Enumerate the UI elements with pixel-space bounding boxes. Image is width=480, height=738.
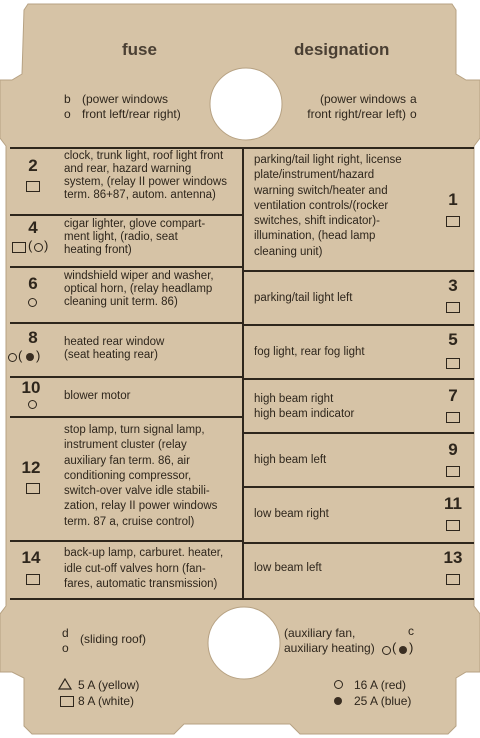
red-fuse-icon bbox=[8, 353, 17, 362]
fuse-description: fog light, rear fog light bbox=[254, 346, 365, 358]
fuse-number: 5 bbox=[448, 330, 458, 349]
white-fuse-icon bbox=[60, 696, 74, 707]
fuse-number: 3 bbox=[448, 276, 458, 295]
fuse-chart-card: fuse designation b o (power windows front left/rear right) (power windows front right/rear left) a o 2 clock, trunk light, roof light front and rear, hazard warning system, (relay II power windows term. 86+87, autom. antenna) 4 ( ) cigar lighter, glove compart- ment light, (radio, seat heating front) 6 windshield wiper and washer, optical horn, (relay headlamp cleaning unit term. 86) 8 ( ) heated rear window (seat heating rear) 10 blower motor 12 stop lamp, turn signal lamp, instrument cluster (relay auxiliary fan term. 86, air conditioning compressor, switch-over valve idle stabili- zation, relay II power windows term. 87 a, cruise control) 14 back-up lamp, carburet. heater, idle cut-off valves horn (fan- fares, automatic transmission) parking/tail light right, license plate/instrument/hazard warning switch/heater and ventilation controls/(rocker switches, shift indicator)- illumination, (head lamp cleaning unit) 1 parking/tail light left 3 fog light, rear fog light 5 high beam right high beam indicator 7 high beam left 9 low beam right 11 low beam left 13 d o (sliding roof) (auxiliary fan, auxiliary heating) c ( ) 5 A (yellow) 8 A (white) 16 A (red) 25 A (blue) bbox=[0, 0, 480, 738]
blue-fuse-icon bbox=[399, 646, 407, 654]
white-fuse-icon bbox=[12, 242, 26, 253]
white-fuse-icon bbox=[446, 412, 460, 423]
red-fuse-icon bbox=[28, 298, 37, 307]
top-right-text: (power windows front right/rear left) bbox=[307, 92, 406, 121]
fuse-number: 11 bbox=[444, 494, 462, 513]
top-hole bbox=[210, 68, 282, 140]
bottom-hole bbox=[208, 607, 280, 679]
bottom-left-text: (sliding roof) bbox=[80, 632, 147, 646]
top-left-letters: b o bbox=[64, 92, 71, 121]
fuse-description: high beam right high beam indicator bbox=[254, 393, 355, 420]
optional-fuse-paren: ( bbox=[28, 238, 33, 253]
white-fuse-icon bbox=[26, 181, 40, 192]
fuse-number: 8 bbox=[28, 328, 38, 347]
legend-red: 16 A (red) bbox=[354, 678, 407, 692]
fuse-description: low beam right bbox=[254, 508, 329, 520]
fuse-number: 4 bbox=[28, 218, 38, 237]
fuse-description: low beam left bbox=[254, 562, 322, 574]
white-fuse-icon bbox=[26, 483, 40, 494]
fuse-description: parking/tail light left bbox=[254, 292, 353, 304]
red-fuse-icon bbox=[382, 646, 391, 655]
legend-yellow: 5 A (yellow) bbox=[78, 678, 140, 692]
blue-fuse-icon bbox=[26, 353, 34, 361]
fuse-description: cigar lighter, glove compart- ment light, (radio, seat heating front) bbox=[64, 218, 206, 256]
fuse-description: back-up lamp, carburet. heater, idle cut-off valves horn (fan- fares, automatic transmission) bbox=[64, 547, 224, 590]
fuse-description: parking/tail light right, license plate/instrument/hazard warning switch/heater and ventilation controls/(rocker switches, shift indicator)- illumination, (head lamp cleaning unit) bbox=[254, 154, 402, 258]
designation-header: designation bbox=[294, 40, 390, 59]
fuse-description: stop lamp, turn signal lamp, instrument cluster (relay auxiliary fan term. 86, air conditioning compressor, switch-over valve idle stabili- zation, relay II power windows term. 87 a, cruise control) bbox=[64, 424, 218, 528]
red-fuse-icon bbox=[334, 680, 343, 689]
top-right-letters: a o bbox=[410, 92, 417, 121]
bottom-right-text: (auxiliary fan, auxiliary heating) bbox=[284, 626, 375, 655]
fuse-header: fuse bbox=[122, 40, 157, 59]
legend-white: 8 A (white) bbox=[78, 694, 135, 708]
red-fuse-icon bbox=[34, 243, 43, 252]
fuse-number: 14 bbox=[21, 548, 41, 567]
white-fuse-icon bbox=[446, 466, 460, 477]
fuse-number: 1 bbox=[448, 190, 458, 209]
bottom-right-letter: c bbox=[408, 624, 414, 638]
fuse-number: 10 bbox=[21, 378, 41, 397]
top-left-text: (power windows front left/rear right) bbox=[82, 92, 181, 121]
fuse-number: 6 bbox=[28, 274, 38, 293]
legend-blue: 25 A (blue) bbox=[354, 694, 412, 708]
fuse-description: heated rear window (seat heating rear) bbox=[64, 336, 165, 361]
fuse-description: high beam left bbox=[254, 454, 327, 466]
white-fuse-icon bbox=[446, 358, 460, 369]
triangle-icon bbox=[58, 678, 72, 690]
white-fuse-icon bbox=[446, 574, 460, 585]
grid-center bbox=[242, 147, 244, 599]
fuse-number: 12 bbox=[21, 458, 41, 477]
fuse-description: blower motor bbox=[64, 390, 131, 402]
bottom-left-letters: d o bbox=[62, 626, 69, 655]
red-fuse-icon bbox=[28, 400, 37, 409]
fuse-description: windshield wiper and washer, optical horn, (relay headlamp cleaning unit term. 86) bbox=[64, 270, 214, 308]
fuse-number: 2 bbox=[28, 156, 38, 175]
white-fuse-icon bbox=[446, 216, 460, 227]
white-fuse-icon bbox=[446, 520, 460, 531]
fuse-number: 13 bbox=[443, 548, 463, 567]
fuse-description: clock, trunk light, roof light front and rear, hazard warning system, (relay II power windows term. 86+87, autom. antenna) bbox=[64, 150, 227, 201]
blue-fuse-icon bbox=[334, 697, 342, 705]
fuse-number: 7 bbox=[448, 386, 458, 405]
white-fuse-icon bbox=[446, 302, 460, 313]
fuse-number: 9 bbox=[448, 440, 458, 459]
white-fuse-icon bbox=[26, 574, 40, 585]
